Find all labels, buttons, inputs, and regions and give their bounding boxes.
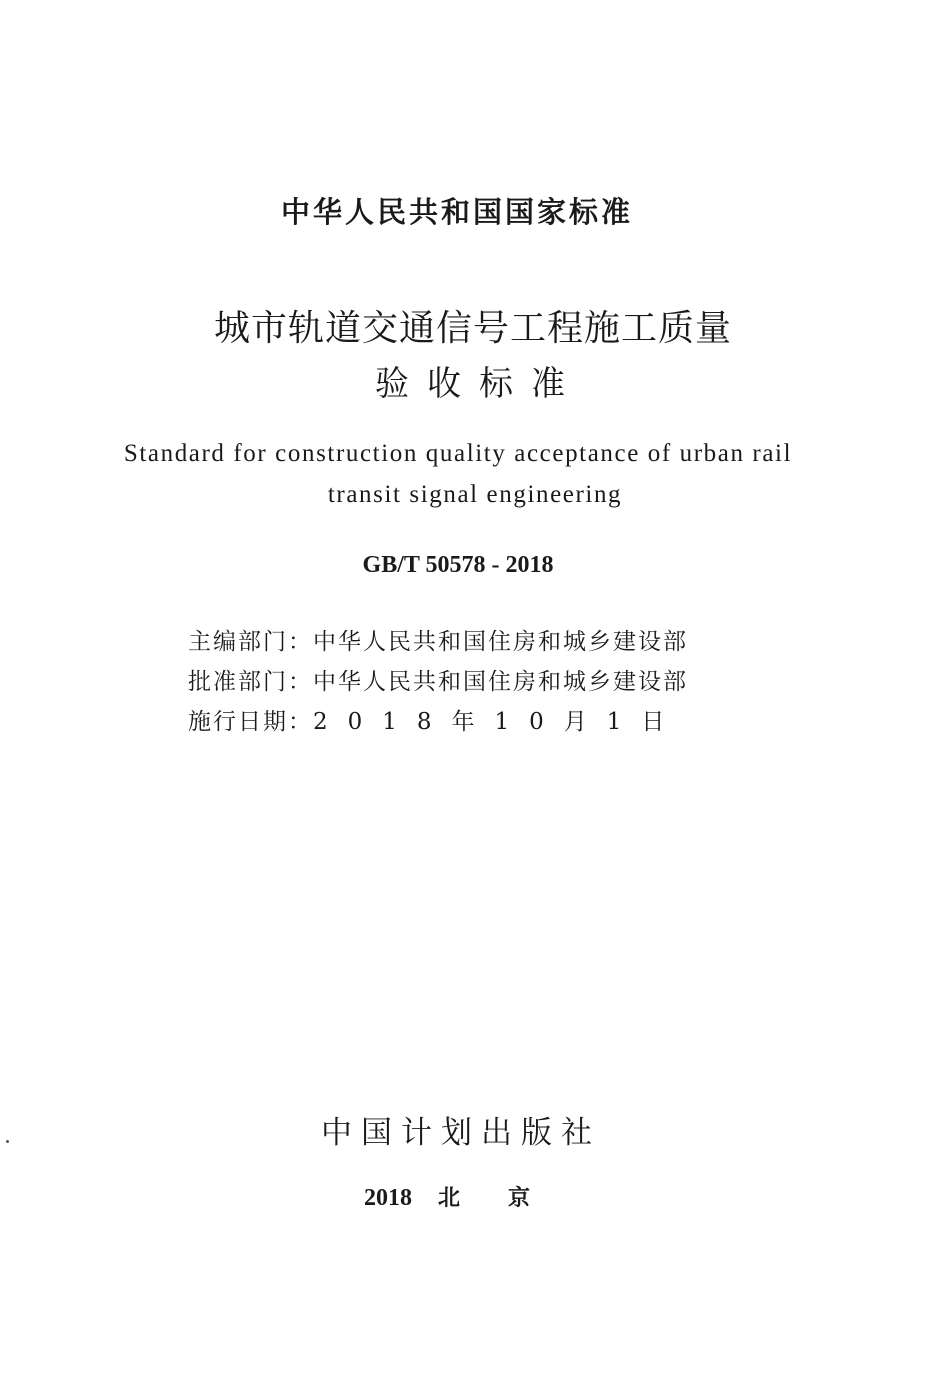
publication-year: 2018 bbox=[363, 1185, 412, 1211]
editor-row bbox=[188, 623, 808, 656]
title-cn-line1: 城市轨道交通信号工程施工质量 bbox=[213, 308, 732, 349]
national-standard-heading: 中华人民共和国国家标准 bbox=[280, 195, 633, 229]
publication-city: 北京 bbox=[437, 1186, 578, 1211]
effective-date-label: 施行日期： bbox=[188, 709, 313, 735]
publisher-name: 中国计划出版社 bbox=[321, 1115, 601, 1151]
approver-value: 中华人民共和国住房和城乡建设部 bbox=[313, 669, 688, 695]
editor-label: 主编部门： bbox=[188, 629, 313, 655]
approver-label: 批准部门： bbox=[188, 669, 313, 695]
title-en-line1: Standard for construction quality acceptance of urban rail bbox=[123, 440, 793, 467]
publication-place bbox=[0, 1181, 946, 1212]
title-en-line2: transit signal engineering bbox=[327, 481, 623, 508]
standard-code: GB/T 50578 - 2018 bbox=[362, 552, 554, 578]
effective-date-value: 2018年10月1日 bbox=[313, 709, 685, 735]
editor-value: 中华人民共和国住房和城乡建设部 bbox=[313, 629, 688, 655]
effective-date-row bbox=[188, 703, 808, 736]
scan-speck bbox=[6, 1140, 9, 1143]
approver-row bbox=[188, 663, 808, 696]
title-cn-line2: 验收标准 bbox=[375, 364, 583, 404]
